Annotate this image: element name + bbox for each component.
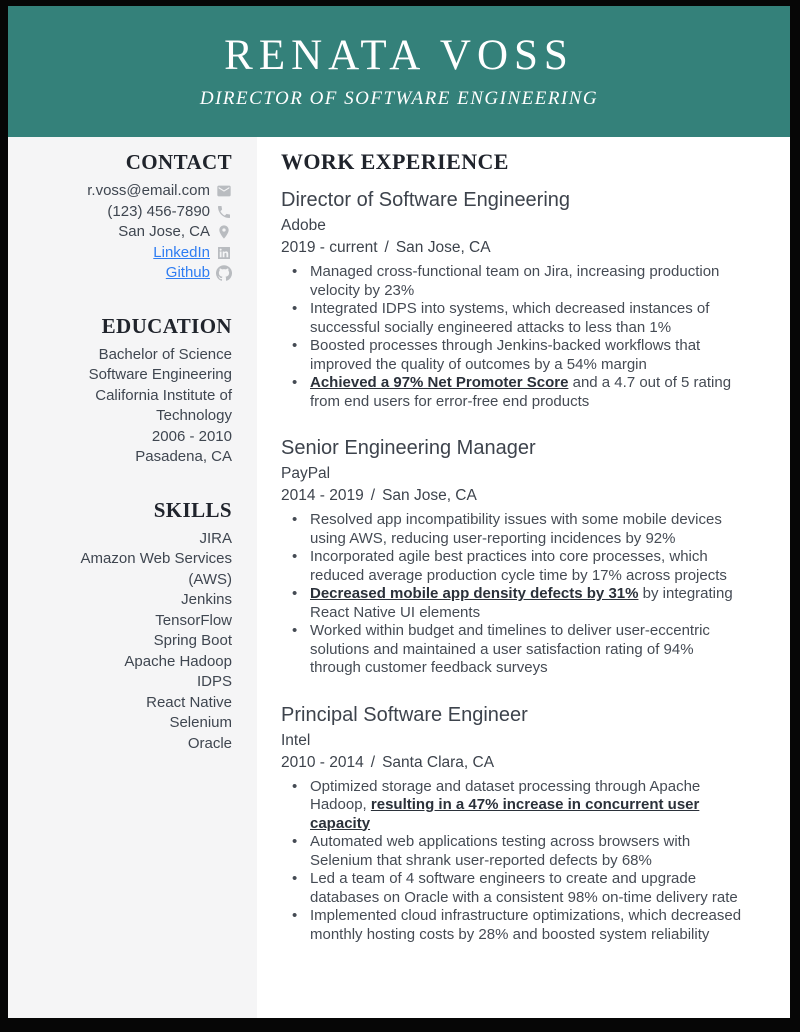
person-name: RENATA VOSS bbox=[224, 31, 574, 79]
job-bullet: • Automated web applications testing across browsers with Selenium that shrank user-reported defects by 68% bbox=[281, 833, 746, 870]
date-separator: / bbox=[370, 753, 376, 771]
skill-item: IDPS bbox=[196, 673, 232, 690]
contact-row bbox=[18, 202, 232, 223]
contact-row bbox=[18, 263, 232, 284]
job-dates: 2010 - 2014 bbox=[281, 753, 364, 771]
job-title: Senior Engineering Manager bbox=[281, 437, 536, 459]
job-entry bbox=[281, 702, 746, 945]
job-dates: 2014 - 2019 bbox=[281, 487, 364, 504]
bullet-emphasis: resulting in a 47% increase in concurrent user capacity bbox=[310, 796, 700, 832]
job-entry bbox=[281, 435, 746, 678]
education-details bbox=[50, 345, 232, 468]
job-location: Santa Clara, CA bbox=[382, 753, 495, 771]
body-columns bbox=[8, 137, 790, 1018]
job-bullet: • Integrated IDPS into systems, which decreased instances of successful socially engineered attacks to less than 1% bbox=[281, 300, 746, 337]
job-dates-location bbox=[281, 485, 746, 506]
job-company: Adobe bbox=[281, 217, 326, 234]
job-location: San Jose, CA bbox=[395, 239, 491, 256]
skills-section bbox=[18, 497, 232, 755]
job-bullets bbox=[281, 511, 746, 678]
job-bullet: • Incorporated agile best practices into core processes, which reduced average production cycle time by 17% across projects bbox=[281, 548, 746, 585]
skill-item: Selenium bbox=[169, 714, 232, 731]
skill-item: JIRA bbox=[199, 529, 232, 547]
contact-value: San Jose, CA bbox=[118, 223, 210, 240]
skill-item: TensorFlow bbox=[155, 611, 232, 629]
job-bullets bbox=[281, 263, 746, 411]
contact-row bbox=[18, 243, 232, 264]
job-bullets bbox=[281, 778, 746, 945]
contact-heading: CONTACT bbox=[125, 150, 232, 174]
linkedin-link[interactable]: LinkedIn bbox=[153, 243, 210, 261]
bullet-emphasis: Decreased mobile app density defects by 31% bbox=[310, 585, 639, 602]
work-experience-heading: WORK EXPERIENCE bbox=[281, 149, 509, 174]
contact-row bbox=[18, 222, 232, 243]
job-location: San Jose, CA bbox=[382, 487, 477, 504]
education-line: Pasadena, CA bbox=[135, 448, 232, 465]
skill-item: React Native bbox=[146, 693, 232, 711]
job-bullet: • Resolved app incompatibility issues with some mobile devices using AWS, reducing user-reporting incidences by 92% bbox=[281, 511, 746, 548]
contact-value: (123) 456-7890 bbox=[107, 202, 210, 220]
job-bullet: • Managed cross-functional team on Jira, increasing production velocity by 23% bbox=[281, 263, 746, 300]
job-bullet: • Optimized storage and dataset processing through Apache Hadoop, resulting in a 47% increase in concurrent user capacity bbox=[281, 778, 746, 834]
linkedin-icon bbox=[216, 245, 232, 261]
skills-list bbox=[50, 529, 232, 755]
education-line: Bachelor of Science bbox=[98, 345, 232, 363]
skill-item: Amazon Web Services (AWS) bbox=[80, 550, 232, 588]
skill-item: Spring Boot bbox=[153, 632, 232, 649]
resume-page bbox=[8, 6, 790, 1018]
job-company: PayPal bbox=[281, 465, 331, 482]
header-banner bbox=[8, 6, 790, 137]
job-company: Intel bbox=[281, 731, 311, 749]
contact-list bbox=[18, 181, 232, 284]
education-section bbox=[18, 313, 232, 468]
skills-heading: SKILLS bbox=[153, 497, 232, 522]
education-line: Software Engineering bbox=[88, 366, 232, 383]
sidebar bbox=[8, 137, 257, 1018]
contact-value: r.voss@email.com bbox=[87, 182, 210, 199]
job-dates: 2019 - current bbox=[281, 239, 378, 256]
skill-item: Jenkins bbox=[181, 591, 232, 608]
job-dates-location bbox=[281, 237, 746, 258]
bullet-emphasis: Achieved a 97% Net Promoter Score bbox=[310, 374, 569, 391]
education-line: California Institute of Technology bbox=[95, 386, 232, 424]
phone-icon bbox=[216, 204, 232, 220]
job-entry bbox=[281, 187, 746, 411]
job-bullet: • Led a team of 4 software engineers to create and upgrade databases on Oracle with a consistent 98% on-time delivery rate bbox=[281, 870, 746, 907]
location-pin-icon bbox=[216, 224, 232, 240]
person-job-title: DIRECTOR OF SOFTWARE ENGINEERING bbox=[199, 88, 599, 110]
job-bullet: • Implemented cloud infrastructure optimizations, which decreased monthly hosting costs by 28% and boosted system reliability bbox=[281, 907, 746, 944]
contact-row bbox=[18, 181, 232, 202]
date-separator: / bbox=[384, 239, 389, 256]
job-bullet: • Achieved a 97% Net Promoter Score and a 4.7 out of 5 rating from end users for error-free end products bbox=[281, 374, 746, 411]
github-link[interactable]: Github bbox=[165, 264, 210, 281]
envelope-icon bbox=[216, 183, 232, 199]
education-line: 2006 - 2010 bbox=[151, 427, 232, 445]
job-title: Director of Software Engineering bbox=[281, 189, 571, 211]
job-dates-location bbox=[281, 752, 746, 773]
job-bullet: • Worked within budget and timelines to deliver user-eccentric solutions and maintained a user satisfaction rating of 94% through customer feedback surveys bbox=[281, 622, 746, 678]
job-title: Principal Software Engineer bbox=[281, 703, 528, 726]
contact-section bbox=[18, 149, 232, 284]
job-bullet: • Boosted processes through Jenkins-backed workflows that improved the quality of outcomes by a 54% margin bbox=[281, 337, 746, 374]
github-icon bbox=[216, 265, 232, 281]
education-heading: EDUCATION bbox=[101, 313, 232, 338]
jobs-list bbox=[281, 187, 746, 944]
skill-item: Oracle bbox=[187, 734, 232, 752]
date-separator: / bbox=[370, 487, 376, 504]
skill-item: Apache Hadoop bbox=[124, 652, 232, 670]
job-bullet: • Decreased mobile app density defects by 31% by integrating React Native UI elements bbox=[281, 585, 746, 622]
work-experience-column bbox=[257, 137, 790, 1018]
